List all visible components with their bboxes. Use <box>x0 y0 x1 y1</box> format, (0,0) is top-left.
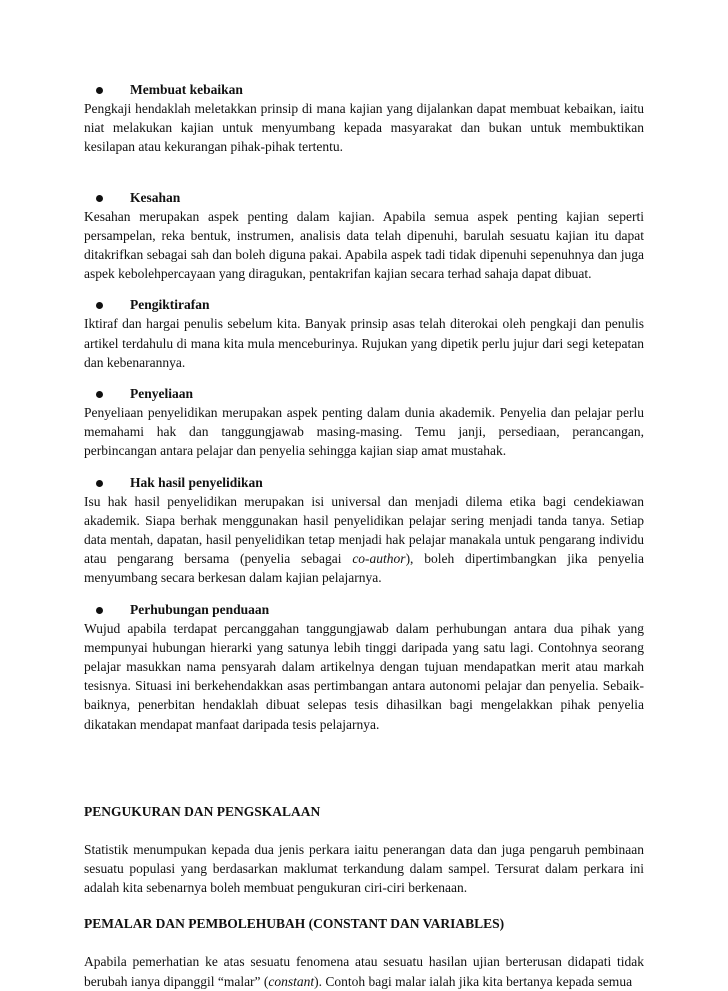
section-paragraph: Kesahan merupakan aspek penting dalam kajian. Apabila semua aspek penting kajian seperti persampelan, reka bentuk, instrumen, analisis data telah dipenuhi, barulah sesuatu kajian itu dapat ditakrifkan sebagai sah dan boleh diguna pakai. Apabila aspek tadi tidak dipenuhi sepenuhnya dan juga aspek kebolehpercayaan yang diragukan, pentakrifan kajian secara terhad sahaja dapat dibuat. <box>84 208 644 282</box>
section-paragraph <box>84 492 644 588</box>
paragraph-italic-text: co-author <box>352 551 406 567</box>
bullet-title: Pengiktirafan <box>130 297 210 313</box>
section-paragraph: Pengkaji hendaklah meletakkan prinsip di mana kajian yang dijalankan dapat membuat kebaikan, iaitu niat melakukan kajian untuk menyumbang kepada masyarakat dan bukan untuk membuktikan kesilapan atau kekurangan pihak-pihak tertentu. <box>84 101 644 155</box>
section-paragraph: Wujud apabila terdapat percanggahan tanggungjawab dalam perhubungan antara dua pihak yang mempunyai hubungan hierarki yang satunya lebih tinggi daripada yang satu lagi. Contohnya seorang pelajar masukkan nama pensyarah dalam artikelnya dengan tujuan mendapatkan merit atau markah tesisnya. Situasi ini berkehendakkan asas pertimbangan antara autonomi pelajar dan penyelia. Sebaik-baiknya, penerbitan hendaklah dibuat selepas tesis dihasilkan bagi mengelakkan pihak penyelia dikatakan mendapat manfaat daripada tesis pelajarnya. <box>84 620 644 732</box>
page-content <box>84 80 644 991</box>
section-hak-hasil-penyelidikan <box>84 473 644 588</box>
bullet-icon <box>96 480 103 487</box>
section-penyeliaan <box>84 384 644 461</box>
bullet-heading <box>84 384 644 403</box>
bullet-icon <box>96 302 103 309</box>
bullet-icon <box>96 195 103 202</box>
section-membuat-kebaikan <box>84 80 644 157</box>
paragraph-text: ), boleh dipertimbangkan jika penyelia menyumbang secara berkesan dalam kajian pelajarnya. <box>84 551 645 586</box>
paragraph-text: ). Contoh bagi malar ialah jika kita bertanya kepada semua <box>314 973 633 989</box>
paragraph-text: Isu hak hasil penyelidikan merupakan isi universal dan menjadi dilema etika bagi cendekiawan akademik. Siapa berhak menggunakan hasil penyelidikan pelajar sering menjadi tanda tanya. Setiap data mentah, dapatan, hasil penyelidikan tetap menjadi hak pelajar manakala untuk pengarang individu atau pengarang bersama (penyelia sebagai <box>84 493 644 567</box>
bullet-heading <box>84 188 644 207</box>
bullet-heading <box>84 600 644 619</box>
section-paragraph <box>84 952 644 990</box>
section-perhubungan-penduaan <box>84 600 644 734</box>
section-paragraph: Penyeliaan penyelidikan merupakan aspek penting dalam dunia akademik. Penyelia dan pelajar perlu memahami hak dan tanggungjawab masing-masing. Temu janji, persediaan, perancangan, perbincangan antara pelajar dan penyelia sehingga kajian siap amat mustahak. <box>84 405 644 459</box>
section-pemalar <box>84 914 644 990</box>
section-pengiktirafan <box>84 295 644 372</box>
bullet-title: Kesahan <box>130 189 181 205</box>
bullet-icon <box>96 607 103 614</box>
bullet-heading <box>84 295 644 314</box>
bullet-icon <box>96 87 103 94</box>
bullet-title: Hak hasil penyelidikan <box>130 474 263 490</box>
section-heading: PENGUKURAN DAN PENGSKALAAN <box>84 803 321 819</box>
section-paragraph: Statistik menumpukan kepada dua jenis perkara iaitu penerangan data dan juga pengaruh pembinaan sesuatu populasi yang berdasarkan maklumat terkandung dalam sampel. Tersurat dalam perkara ini adalah kita sebenarnya boleh membuat pengukuran ciri-ciri berkenaan. <box>84 841 644 896</box>
section-pengukuran <box>84 802 644 898</box>
bullet-heading <box>84 473 644 492</box>
bullet-title: Membuat kebaikan <box>130 82 243 97</box>
bullet-title: Penyeliaan <box>130 386 193 402</box>
section-paragraph: Iktiraf dan hargai penulis sebelum kita. Banyak prinsip asas telah diterokai oleh pengkaji dan penulis artikel terdahulu di mana kita mula menceburinya. Rujukan yang dipetik perlu jujur dari segi ketepatan dan kebenarannya. <box>84 316 644 370</box>
bullet-heading <box>84 80 644 99</box>
paragraph-italic-text: constant <box>268 973 315 989</box>
bullet-icon <box>96 391 103 398</box>
section-heading: PEMALAR DAN PEMBOLEHUBAH (CONSTANT DAN VARIABLES) <box>84 916 505 932</box>
bullet-title: Perhubungan penduaan <box>130 601 270 617</box>
paragraph-text: Apabila pemerhatian ke atas sesuatu fenomena atau sesuatu hasilan ujian berterusan didapati tidak berubah ianya dipanggil “malar” ( <box>84 954 644 989</box>
section-kesahan <box>84 188 644 284</box>
